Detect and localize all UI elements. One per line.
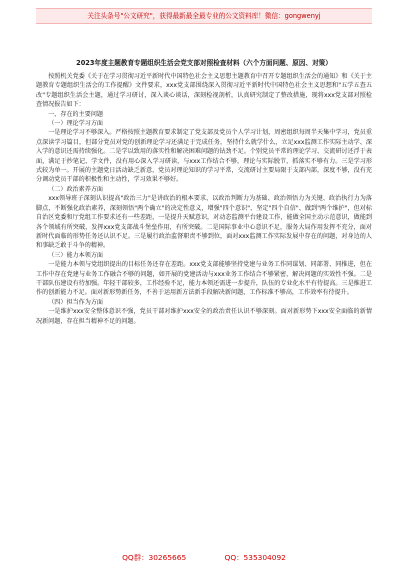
- subsection-heading-ability: （三）能力本领方面: [48, 251, 104, 259]
- document-title: 2023年度主题教育专题组织生活会党支部对照检查材料（六个方面问题、原因、对策）: [76, 59, 332, 67]
- subsection-heading-responsibility: （四）担当作为方面: [48, 298, 104, 306]
- paragraph-responsibility: 一是维护xxx安全整体意识不强，党员干部对维护xxx安全的政治责任认识不够深刻。面对新形势下xxx安全面临的新情况新问题，存在担当精神不足的问题。: [36, 308, 372, 325]
- contact-footer: [0, 550, 408, 566]
- top-banner: 关注头条号"公文研究"，获得最新最全最专业的公文资料库！微信：gongwenyj: [36, 8, 372, 24]
- section-heading: 一、存在的主要问题: [48, 110, 104, 118]
- qq-text: QQ：535304092: [224, 553, 286, 562]
- qq-group-text: QQ群：30265665: [122, 553, 187, 562]
- paragraph-politics: xxx领导班子深刻认识提高"政治三力"是讲政治的根本要求，以政治判断力为基础、政治领悟力为关键、政治执行力为落脚点，不断强化政治素养，深刻领悟"两个确立"的决定性意义，增强"四个意识"、坚定"四个自信"、做到"两个维护"，但对标自治区党委和厅党组工作要求还有一些差距，一是提升天赋意识，对动态监测平台建设工作，能做全国主动示范意识，做能到各个领域有所突破，发挥xxx党支部战斗堡垒作用，有所突破。二是国际事业中心意识不足，服务大局作用发挥不充分，面对新时代面临的形势任务还认识不足。三是履行政治监督职责不够到位，面对xxx监测工作实际发展中存在的问题，对身边的人和事缺乏敢于斗争的精神。: [36, 195, 372, 250]
- document-page: [36, 58, 372, 544]
- paragraph-ability: 一是能力本领与党组织提出的目标任务还存在差距。xxx党支部能够坚持党建与业务工作同谋划、同部署、同推进，但在工作中存在党建与业务工作融合不够的问题，如开展的党建活动与xxx业务工作结合不够紧密，解决问题的实效性不强。二是干部队伍建设有待加强。年轻干部较多，工作经验不足，能力本领还需进一步提升，队伍的专业化水平有待提高。三是推进工作的创新能力不足。面对新形势新任务，不善于运用新方法新手段解决新问题，工作标准不够高，工作效率有待提升。: [36, 261, 372, 297]
- intro-paragraph: 按照机关党委《关于在学习贯彻习近平新时代中国特色社会主义思想主题教育中召开专题组织生活会的通知》和《关于主题教育专题组织生活会的工作提醒》文件要求，xxx党支部围绕深入贯彻习近平新时代中国特色社会主义思想和"五学五查五改"专题组织生活会主题，通过学习研讨，深入谈心谈话，深刻检视剖析，认真研究制定了整改措施，现将xxx党支部对照检查情况报告如下：: [36, 73, 372, 109]
- subsection-heading-theory: （一）理论学习方面: [48, 120, 104, 128]
- paragraph-theory: 一是理论学习不够深入。严格按照主题教育要求制定了党支部及党员个人学习计划，周密组织每周半天集中学习，党员重点深读学习篇目，但部分党员对党的创新理论学习还满足于完成任务，坚持什么就学什么，立足xxx监测工作实际主动学、深入学的意识还需持续强化。二是学以致用的落实性和解决困难问题的钻劲不足。个别党员平常的理论学习、交流研讨还浮于表面，满足于抄笔记、学文件，没有用心深入学习研读，与xxx工作结合不够，理论与实际脱节，抓落实不够有力。三是学习形式较为单一。开展的主题党日活动缺乏新意，党员对理论知识的学习平常，交流研讨主要局限于支部内部，深度不够，没有充分调动党员干部的积极性和主动性，学习效果不够好。: [36, 129, 372, 184]
- subsection-heading-politics: （二）政治素养方面: [48, 185, 104, 193]
